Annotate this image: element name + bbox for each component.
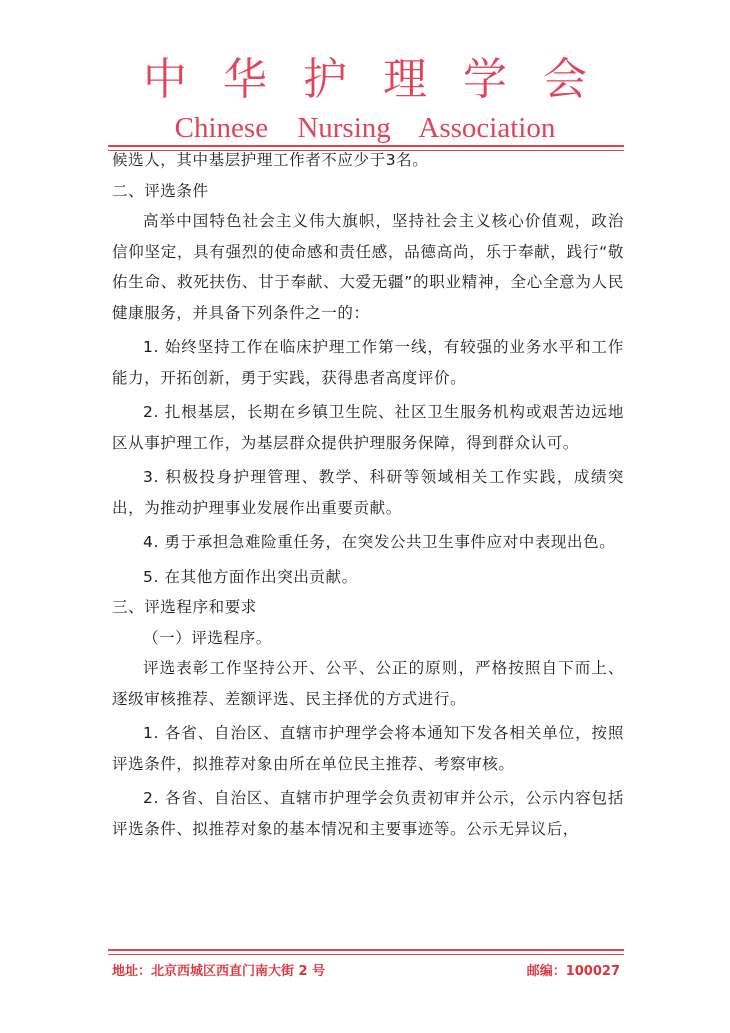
procedure-step-1: 1. 各省、自治区、直辖市护理学会将本通知下发各相关单位，按照评选条件，拟推荐对象由所在单位民主推荐、考察审核。 [112, 724, 624, 773]
footer-address: 地址：北京西城区西直门南大街 2 号 [112, 964, 326, 979]
footer-postcode: 邮编：100027 [526, 964, 620, 979]
procedure-step-2: 2. 各省、自治区、直辖市护理学会负责初审并公示，公示内容包括评选条件、拟推荐对象的基本情况和主要事迹等。公示无异议后， [112, 789, 624, 838]
criteria-item-5: 5. 在其他方面作出突出贡献。 [143, 567, 358, 586]
criteria-item-4: 4. 勇于承担急难险重任务，在突发公共卫生事件应对中表现出色。 [143, 533, 616, 551]
footer-divider-thick [108, 949, 624, 951]
footer-divider-thin [108, 954, 624, 955]
criteria-item-3: 3. 积极投身护理管理、教学、科研等领域相关工作实践，成绩突出，为推动护理事业发展作出重要贡献。 [112, 468, 624, 517]
document-body [112, 145, 624, 844]
paragraph-criteria-intro: 高举中国特色社会主义伟大旗帜，坚持社会主义核心价值观，政治信仰坚定，具有强烈的使命感和责任感，品德高尚，乐于奉献，践行“敬佑生命、救死扶伤、甘于奉献、大爱无疆”的职业精神，全心全意为人民健康服务，并具备下列条件之一的： [112, 212, 624, 322]
subsection-heading-procedure: （一）评选程序。 [143, 628, 272, 647]
paragraph-procedure-principle: 评选表彰工作坚持公开、公平、公正的原则，严格按照自下而上、逐级审核推荐、差额评选、民主择优的方式进行。 [112, 659, 624, 708]
organization-name-english: Chinese Nursing Association [174, 112, 556, 144]
criteria-item-2: 2. 扎根基层，长期在乡镇卫生院、社区卫生服务机构或艰苦边远地区从事护理工作，为基层群众提供护理服务保障，得到群众认可。 [112, 403, 624, 452]
criteria-item-1: 1. 始终坚持工作在临床护理工作第一线，有较强的业务水平和工作能力，开拓创新，勇于实践，获得患者高度评价。 [112, 338, 624, 387]
organization-name-chinese: 中华护理学会 [143, 54, 623, 105]
section-heading-criteria: 二、评选条件 [112, 181, 209, 200]
paragraph-continuation: 候选人，其中基层护理工作者不应少于3名。 [112, 151, 429, 169]
section-heading-procedure: 三、评选程序和要求 [112, 598, 257, 616]
